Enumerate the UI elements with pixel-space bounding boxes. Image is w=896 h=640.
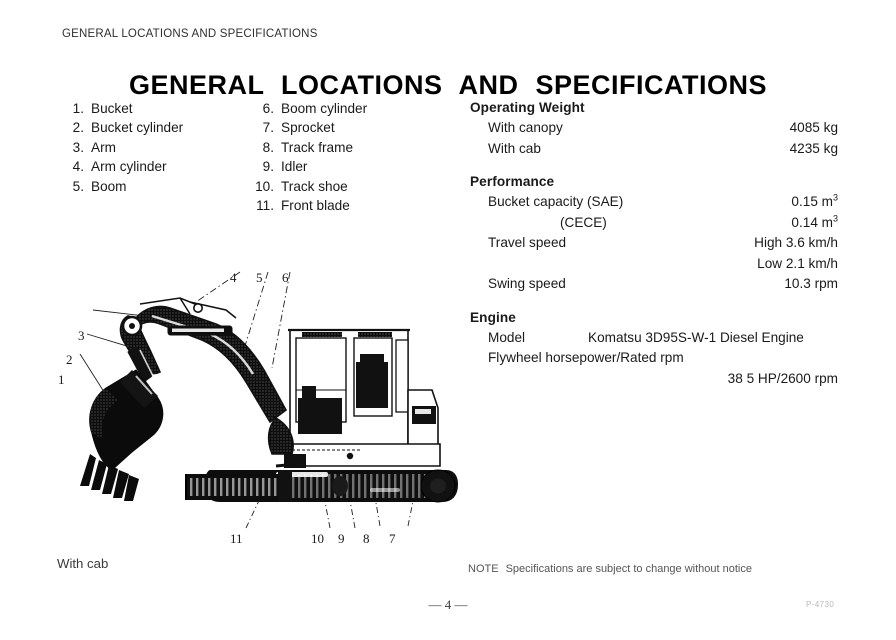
part-label: Track frame bbox=[281, 139, 354, 155]
part-label: Arm cylinder bbox=[91, 159, 167, 175]
part-label: Bucket cylinder bbox=[91, 120, 184, 136]
spec-label: (CECE) bbox=[560, 214, 607, 230]
spec-value bbox=[779, 213, 838, 234]
leader-number-8: 8 bbox=[363, 531, 370, 546]
list-item bbox=[250, 118, 367, 137]
part-number: 1. bbox=[72, 101, 84, 116]
leader-number-5: 5 bbox=[256, 270, 263, 285]
footer-note bbox=[468, 563, 752, 575]
list-item bbox=[60, 138, 183, 157]
spec-row-swing-speed bbox=[470, 274, 838, 295]
spec-value bbox=[779, 192, 838, 213]
part-number: 2. bbox=[72, 120, 84, 136]
spec-value-number: 0.15 m bbox=[791, 194, 833, 209]
part-label: Arm bbox=[91, 139, 116, 155]
parts-list-column-b bbox=[250, 99, 367, 215]
part-label: Front blade bbox=[281, 198, 350, 214]
spec-value: 10.3 rpm bbox=[784, 276, 838, 291]
spec-row-travel-speed-low bbox=[470, 254, 838, 275]
spec-row-bucket-capacity-cece bbox=[470, 213, 838, 234]
page-number: — 4 — bbox=[428, 597, 468, 612]
unit-superscript: 3 bbox=[832, 192, 838, 203]
spec-heading: Engine bbox=[470, 309, 516, 325]
leader-number-1: 1 bbox=[58, 372, 65, 387]
list-item bbox=[250, 177, 367, 196]
list-item bbox=[60, 177, 183, 196]
spec-label: With cab bbox=[488, 140, 541, 156]
spec-value: 38 5 HP/2600 rpm bbox=[727, 370, 838, 386]
leader-number-3: 3 bbox=[78, 328, 85, 343]
spec-row-flywheel-value bbox=[470, 369, 838, 390]
unit-superscript: 3 bbox=[832, 212, 838, 223]
spec-group-performance bbox=[470, 174, 838, 295]
spec-label: With canopy bbox=[488, 120, 563, 135]
list-item bbox=[60, 99, 183, 118]
spec-group-operating-weight bbox=[470, 100, 838, 159]
part-number: 9. bbox=[262, 159, 274, 175]
list-item bbox=[60, 118, 183, 137]
part-number: 6. bbox=[262, 101, 274, 116]
part-label: Idler bbox=[281, 159, 308, 175]
spec-heading: Operating Weight bbox=[470, 100, 585, 115]
leader-number-2: 2 bbox=[66, 352, 73, 367]
leader-number-7: 7 bbox=[389, 531, 396, 546]
excavator-illustration bbox=[40, 258, 470, 548]
specifications-panel bbox=[470, 100, 838, 389]
leader-number-10: 10 bbox=[311, 531, 324, 546]
spec-row-bucket-capacity-sae bbox=[470, 192, 838, 213]
part-label: Track shoe bbox=[281, 178, 348, 194]
spec-heading: Performance bbox=[470, 174, 555, 189]
spec-value: Komatsu 3D95S-W-1 Diesel Engine bbox=[588, 329, 804, 345]
spec-group-engine bbox=[470, 310, 838, 390]
spec-label-flywheel: Flywheel horsepower/Rated rpm bbox=[488, 350, 684, 365]
running-header: GENERAL LOCATIONS AND SPECIFICATIONS bbox=[62, 28, 318, 40]
part-label: Sprocket bbox=[281, 120, 335, 136]
list-item bbox=[250, 138, 367, 157]
part-number: 5. bbox=[72, 178, 84, 194]
spec-label: Bucket capacity (SAE) bbox=[488, 194, 624, 209]
part-number: 7. bbox=[262, 120, 274, 136]
part-label: Bucket bbox=[91, 101, 133, 116]
part-label: Boom cylinder bbox=[281, 101, 368, 116]
figure-caption: With cab bbox=[57, 556, 109, 571]
part-label: Boom bbox=[91, 178, 127, 194]
spec-label: Travel speed bbox=[488, 235, 567, 250]
list-item bbox=[250, 196, 367, 215]
list-item bbox=[250, 99, 367, 118]
list-item bbox=[60, 157, 183, 176]
page-title: GENERAL LOCATIONS AND SPECIFICATIONS bbox=[128, 70, 768, 101]
leader-number-9: 9 bbox=[338, 531, 345, 546]
part-number: 10. bbox=[255, 178, 274, 194]
parts-list-column-a bbox=[60, 99, 183, 196]
spec-row bbox=[470, 118, 838, 139]
note-text: Specifications are subject to change without notice bbox=[505, 563, 752, 575]
spec-row-travel-speed bbox=[470, 233, 838, 254]
leader-number-4: 4 bbox=[230, 270, 237, 285]
spec-value: 4085 kg bbox=[789, 120, 838, 135]
leader-number-11: 11 bbox=[230, 531, 243, 546]
part-number: 3. bbox=[72, 139, 84, 155]
list-item bbox=[250, 157, 367, 176]
spec-row bbox=[470, 139, 838, 160]
spec-value: Low 2.1 km/h bbox=[757, 255, 838, 271]
part-number: 8. bbox=[262, 139, 274, 155]
document-code: P-4730 bbox=[806, 600, 835, 609]
spec-value: 4235 kg bbox=[789, 140, 838, 156]
spec-value-number: 0.14 m bbox=[791, 214, 833, 230]
leader-number-6: 6 bbox=[282, 270, 289, 285]
part-number: 11. bbox=[256, 198, 274, 214]
spec-row-engine-model bbox=[470, 328, 838, 349]
spec-value: High 3.6 km/h bbox=[754, 235, 838, 250]
spec-label: Swing speed bbox=[488, 276, 566, 291]
spec-label: Model bbox=[488, 329, 526, 345]
part-number: 4. bbox=[72, 159, 84, 175]
note-label: NOTE bbox=[468, 563, 499, 575]
